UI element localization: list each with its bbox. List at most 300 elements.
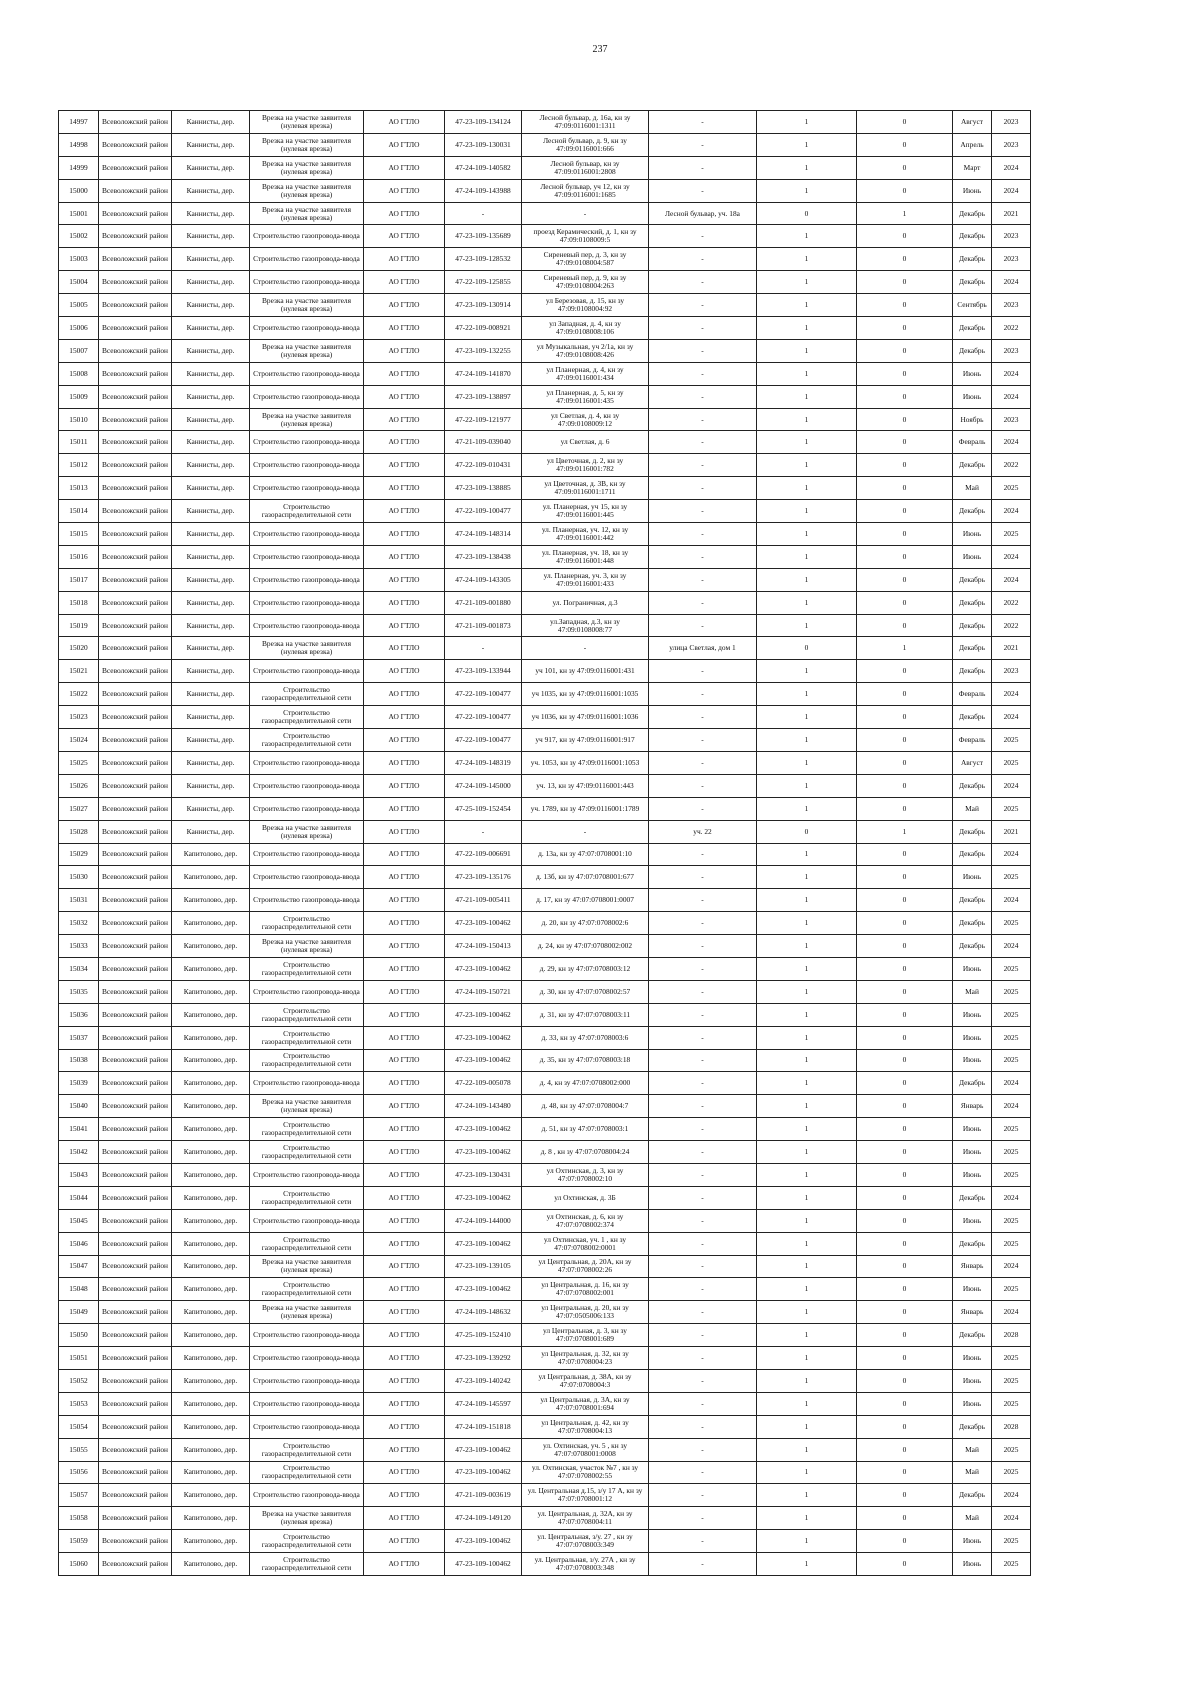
page-number: 237 (592, 44, 608, 55)
cell-address-without-contract: - (649, 1530, 757, 1553)
cell-contract-number: 47-23-109-139292 (445, 1347, 522, 1370)
table-row (59, 1438, 1107, 1461)
cell-month: Декабрь (953, 317, 992, 340)
cell-settlement: Капитолово, дер. (172, 980, 250, 1003)
cell-organization: АО ГТЛО (364, 1049, 445, 1072)
cell-settlement: Каннисты, дер. (172, 614, 250, 637)
cell-address-without-contract: - (649, 1072, 757, 1095)
cell-month: Декабрь (953, 1232, 992, 1255)
cell-cadastral-address: д. 31, кн зу 47:07:0708003:11 (522, 1003, 649, 1026)
cell-row-number: 14999 (59, 156, 99, 179)
cell-month: Июнь (953, 545, 992, 568)
cell-row-number: 15034 (59, 957, 99, 980)
cell-address-without-contract: - (649, 591, 757, 614)
cell-contract-number: 47-23-109-135689 (445, 225, 522, 248)
cell-organization: АО ГТЛО (364, 1232, 445, 1255)
cell-address-without-contract: улица Светлая, дом 1 (649, 637, 757, 660)
cell-year: 2024 (992, 1301, 1031, 1324)
cell-cadastral-address: Лесной бульвар, д. 9, кн зу 47:09:0116001:666 (522, 133, 649, 156)
cell-contract-number: 47-24-109-148632 (445, 1301, 522, 1324)
cell-organization: АО ГТЛО (364, 660, 445, 683)
cell-count-uncontracted: 0 (857, 1369, 953, 1392)
cell-count-uncontracted: 0 (857, 797, 953, 820)
cell-organization: АО ГТЛО (364, 1347, 445, 1370)
cell-address-without-contract: - (649, 1255, 757, 1278)
table-row (59, 1255, 1107, 1278)
cell-address-without-contract: - (649, 523, 757, 546)
table-row (59, 1186, 1107, 1209)
cell-organization: АО ГТЛО (364, 179, 445, 202)
cell-contract-number: 47-24-109-148314 (445, 523, 522, 546)
cell-month: Декабрь (953, 843, 992, 866)
cell-row-number: 15022 (59, 683, 99, 706)
cell-cadastral-address: ул Центральная, д. 32, кн зу 47:07:0708004:23 (522, 1347, 649, 1370)
cell-district: Всеволожский район (99, 111, 172, 134)
cell-cadastral-address: уч. 1789, кн зу 47:09:0116001:1789 (522, 797, 649, 820)
cell-contract-number: 47-23-109-134124 (445, 111, 522, 134)
cell-work-type: Строительство газопровода-ввода (250, 1484, 364, 1507)
cell-cadastral-address: ул Охтинская, д. 6, кн зу 47:07:0708002:374 (522, 1209, 649, 1232)
cell-count-contracted: 1 (757, 1484, 857, 1507)
cell-district: Всеволожский район (99, 751, 172, 774)
cell-organization: АО ГТЛО (364, 591, 445, 614)
cell-cadastral-address: д. 13а, кн зу 47:07:0708001:10 (522, 843, 649, 866)
cell-year: 2025 (992, 1163, 1031, 1186)
cell-count-contracted: 1 (757, 729, 857, 752)
cell-settlement: Каннисты, дер. (172, 202, 250, 225)
cell-contract-number: 47-22-109-100477 (445, 706, 522, 729)
cell-organization: АО ГТЛО (364, 843, 445, 866)
cell-count-uncontracted: 0 (857, 957, 953, 980)
cell-row-number: 15056 (59, 1461, 99, 1484)
cell-cadastral-address: уч 1036, кн зу 47:09:0116001:1036 (522, 706, 649, 729)
cell-count-uncontracted: 0 (857, 889, 953, 912)
cell-organization: АО ГТЛО (364, 1141, 445, 1164)
cell-cadastral-address: ул Центральная, д. 20, кн зу 47:07:0505006:133 (522, 1301, 649, 1324)
cell-row-number: 15002 (59, 225, 99, 248)
cell-cadastral-address: ул Центральная, д. 42, кн зу 47:07:0708004:13 (522, 1415, 649, 1438)
cell-work-type: Строительство газопровода-ввода (250, 454, 364, 477)
cell-organization: АО ГТЛО (364, 1301, 445, 1324)
cell-month: Май (953, 1461, 992, 1484)
table-row (59, 729, 1107, 752)
cell-cadastral-address: ул Березовая, д. 15, кн зу 47:09:0108004:92 (522, 294, 649, 317)
cell-month: Июнь (953, 957, 992, 980)
cell-year: 2022 (992, 454, 1031, 477)
cell-count-uncontracted: 0 (857, 912, 953, 935)
cell-cadastral-address: д. 33, кн зу 47:07:0708003:6 (522, 1026, 649, 1049)
cell-district: Всеволожский район (99, 271, 172, 294)
table-row (59, 1530, 1107, 1553)
cell-row-number: 15015 (59, 523, 99, 546)
cell-count-uncontracted: 0 (857, 431, 953, 454)
cell-settlement: Капитолово, дер. (172, 1209, 250, 1232)
cell-count-uncontracted: 0 (857, 1072, 953, 1095)
table-row (59, 568, 1107, 591)
cell-month: Декабрь (953, 660, 992, 683)
cell-cadastral-address: д. 51, кн зу 47:07:0708003:1 (522, 1118, 649, 1141)
cell-year: 2025 (992, 1461, 1031, 1484)
cell-district: Всеволожский район (99, 706, 172, 729)
cell-work-type: Врезка на участке заявителя (нулевая врезка) (250, 202, 364, 225)
cell-year: 2021 (992, 637, 1031, 660)
cell-district: Всеволожский район (99, 248, 172, 271)
cell-work-type: Строительство газораспределительной сети (250, 1530, 364, 1553)
cell-settlement: Каннисты, дер. (172, 339, 250, 362)
cell-work-type: Строительство газораспределительной сети (250, 500, 364, 523)
cell-settlement: Капитолово, дер. (172, 1415, 250, 1438)
cell-contract-number: 47-24-109-145000 (445, 774, 522, 797)
cell-district: Всеволожский район (99, 637, 172, 660)
cell-settlement: Каннисты, дер. (172, 820, 250, 843)
cell-district: Всеволожский район (99, 774, 172, 797)
cell-year: 2025 (992, 1278, 1031, 1301)
cell-settlement: Капитолово, дер. (172, 957, 250, 980)
cell-district: Всеволожский район (99, 431, 172, 454)
cell-cadastral-address: Лесной бульвар, д. 16а, кн зу 47:09:0116001:1311 (522, 111, 649, 134)
cell-count-contracted: 1 (757, 1278, 857, 1301)
cell-district: Всеволожский район (99, 1438, 172, 1461)
cell-work-type: Строительство газораспределительной сети (250, 1026, 364, 1049)
cell-settlement: Капитолово, дер. (172, 1484, 250, 1507)
cell-district: Всеволожский район (99, 1324, 172, 1347)
cell-count-contracted: 1 (757, 935, 857, 958)
table-row (59, 912, 1107, 935)
cell-row-number: 15027 (59, 797, 99, 820)
cell-count-uncontracted: 0 (857, 133, 953, 156)
cell-cadastral-address: ул. Центральная, д. 32А, кн зу 47:07:0708004:11 (522, 1507, 649, 1530)
cell-settlement: Каннисты, дер. (172, 706, 250, 729)
cell-count-contracted: 1 (757, 1507, 857, 1530)
cell-organization: АО ГТЛО (364, 1369, 445, 1392)
cell-settlement: Каннисты, дер. (172, 683, 250, 706)
cell-month: Декабрь (953, 614, 992, 637)
cell-month: Декабрь (953, 935, 992, 958)
cell-work-type: Строительство газораспределительной сети (250, 683, 364, 706)
cell-organization: АО ГТЛО (364, 1163, 445, 1186)
cell-count-uncontracted: 0 (857, 935, 953, 958)
table-row (59, 660, 1107, 683)
cell-work-type: Строительство газопровода-ввода (250, 1415, 364, 1438)
cell-count-uncontracted: 0 (857, 1209, 953, 1232)
cell-settlement: Капитолово, дер. (172, 1530, 250, 1553)
cell-work-type: Строительство газопровода-ввода (250, 1392, 364, 1415)
cell-address-without-contract: - (649, 477, 757, 500)
cell-address-without-contract: - (649, 1484, 757, 1507)
table-row (59, 637, 1107, 660)
cell-address-without-contract: - (649, 706, 757, 729)
cell-count-uncontracted: 0 (857, 179, 953, 202)
cell-count-contracted: 1 (757, 1232, 857, 1255)
cell-organization: АО ГТЛО (364, 477, 445, 500)
cell-count-uncontracted: 0 (857, 1553, 953, 1576)
cell-work-type: Строительство газораспределительной сети (250, 1461, 364, 1484)
cell-work-type: Врезка на участке заявителя (нулевая врезка) (250, 1255, 364, 1278)
cell-cadastral-address: ул. Центральная, з/у. 27А , кн зу 47:07:0708003:348 (522, 1553, 649, 1576)
table-row (59, 1163, 1107, 1186)
cell-count-contracted: 1 (757, 248, 857, 271)
cell-count-contracted: 1 (757, 957, 857, 980)
cell-district: Всеволожский район (99, 1118, 172, 1141)
cell-work-type: Врезка на участке заявителя (нулевая врезка) (250, 1095, 364, 1118)
cell-district: Всеволожский район (99, 1141, 172, 1164)
cell-cadastral-address: уч 101, кн зу 47:09:0116001:431 (522, 660, 649, 683)
cell-month: Июнь (953, 866, 992, 889)
cell-work-type: Строительство газораспределительной сети (250, 729, 364, 752)
cell-year: 2024 (992, 706, 1031, 729)
table-row (59, 980, 1107, 1003)
cell-cadastral-address: - (522, 820, 649, 843)
cell-month: Июнь (953, 1141, 992, 1164)
cell-year: 2024 (992, 1484, 1031, 1507)
cell-settlement: Каннисты, дер. (172, 660, 250, 683)
cell-settlement: Каннисты, дер. (172, 111, 250, 134)
cell-year: 2024 (992, 889, 1031, 912)
cell-address-without-contract: - (649, 843, 757, 866)
cell-contract-number: - (445, 202, 522, 225)
cell-organization: АО ГТЛО (364, 706, 445, 729)
table-row (59, 202, 1107, 225)
cell-address-without-contract: - (649, 1278, 757, 1301)
cell-month: Декабрь (953, 500, 992, 523)
cell-cadastral-address: уч. 13, кн зу 47:09:0116001:443 (522, 774, 649, 797)
cell-organization: АО ГТЛО (364, 866, 445, 889)
cell-count-contracted: 1 (757, 1209, 857, 1232)
cell-cadastral-address: д. 35, кн зу 47:07:0708003:18 (522, 1049, 649, 1072)
cell-year: 2024 (992, 1072, 1031, 1095)
cell-settlement: Каннисты, дер. (172, 133, 250, 156)
cell-address-without-contract: - (649, 889, 757, 912)
cell-settlement: Капитолово, дер. (172, 1507, 250, 1530)
cell-count-contracted: 1 (757, 1049, 857, 1072)
cell-settlement: Каннисты, дер. (172, 568, 250, 591)
cell-year: 2024 (992, 385, 1031, 408)
cell-year: 2025 (992, 751, 1031, 774)
cell-month: Декабрь (953, 202, 992, 225)
cell-organization: АО ГТЛО (364, 431, 445, 454)
cell-settlement: Капитолово, дер. (172, 1141, 250, 1164)
cell-organization: АО ГТЛО (364, 362, 445, 385)
cell-settlement: Каннисты, дер. (172, 797, 250, 820)
cell-row-number: 15050 (59, 1324, 99, 1347)
table-row (59, 614, 1107, 637)
cell-address-without-contract: - (649, 1415, 757, 1438)
cell-month: Май (953, 797, 992, 820)
cell-month: Июнь (953, 1347, 992, 1370)
cell-contract-number: 47-24-109-143305 (445, 568, 522, 591)
cell-address-without-contract: - (649, 980, 757, 1003)
cell-count-contracted: 1 (757, 431, 857, 454)
cell-row-number: 15012 (59, 454, 99, 477)
cell-count-uncontracted: 0 (857, 1392, 953, 1415)
cell-year: 2022 (992, 614, 1031, 637)
cell-cadastral-address: д. 48, кн зу 47:07:0708004:7 (522, 1095, 649, 1118)
cell-address-without-contract: - (649, 797, 757, 820)
cell-contract-number: 47-23-109-100462 (445, 1530, 522, 1553)
cell-row-number: 14998 (59, 133, 99, 156)
cell-settlement: Каннисты, дер. (172, 591, 250, 614)
cell-address-without-contract: - (649, 1347, 757, 1370)
cell-row-number: 15025 (59, 751, 99, 774)
cell-count-contracted: 1 (757, 1438, 857, 1461)
cell-month: Июнь (953, 1118, 992, 1141)
cell-row-number: 15044 (59, 1186, 99, 1209)
cell-district: Всеволожский район (99, 729, 172, 752)
cell-cadastral-address: ул Светлая, д. 6 (522, 431, 649, 454)
cell-contract-number: 47-25-109-152410 (445, 1324, 522, 1347)
cell-count-uncontracted: 0 (857, 1232, 953, 1255)
cell-count-uncontracted: 0 (857, 774, 953, 797)
cell-year: 2025 (992, 980, 1031, 1003)
cell-month: Июнь (953, 362, 992, 385)
cell-count-uncontracted: 0 (857, 225, 953, 248)
cell-organization: АО ГТЛО (364, 1415, 445, 1438)
table-row (59, 1278, 1107, 1301)
table-row (59, 408, 1107, 431)
cell-row-number: 15057 (59, 1484, 99, 1507)
cell-settlement: Каннисты, дер. (172, 477, 250, 500)
table-row (59, 1118, 1107, 1141)
cell-cadastral-address: ул. Центральная д.15, з/у 17 А, кн зу 47:07:0708001:12 (522, 1484, 649, 1507)
cell-cadastral-address: уч 1035, кн зу 47:09:0116001:1035 (522, 683, 649, 706)
cell-work-type: Врезка на участке заявителя (нулевая врезка) (250, 408, 364, 431)
cell-cadastral-address: д. 29, кн зу 47:07:0708003:12 (522, 957, 649, 980)
cell-count-contracted: 0 (757, 637, 857, 660)
cell-count-uncontracted: 0 (857, 1507, 953, 1530)
cell-settlement: Каннисты, дер. (172, 774, 250, 797)
table-row (59, 1141, 1107, 1164)
cell-district: Всеволожский район (99, 156, 172, 179)
cell-row-number: 15041 (59, 1118, 99, 1141)
cell-settlement: Капитолово, дер. (172, 935, 250, 958)
cell-organization: АО ГТЛО (364, 683, 445, 706)
cell-contract-number: 47-23-109-100462 (445, 1026, 522, 1049)
cell-organization: АО ГТЛО (364, 820, 445, 843)
cell-row-number: 15006 (59, 317, 99, 340)
cell-district: Всеволожский район (99, 477, 172, 500)
cell-year: 2025 (992, 957, 1031, 980)
cell-cadastral-address: ул Цветочная, д. 2, кн зу 47:09:0116001:782 (522, 454, 649, 477)
table-row (59, 683, 1107, 706)
cell-count-contracted: 1 (757, 912, 857, 935)
cell-district: Всеволожский район (99, 1507, 172, 1530)
table-row (59, 774, 1107, 797)
cell-work-type: Строительство газопровода-ввода (250, 385, 364, 408)
cell-district: Всеволожский район (99, 1369, 172, 1392)
cell-organization: АО ГТЛО (364, 1507, 445, 1530)
cell-count-contracted: 1 (757, 500, 857, 523)
table-row (59, 317, 1107, 340)
cell-year: 2024 (992, 271, 1031, 294)
cell-settlement: Капитолово, дер. (172, 1186, 250, 1209)
cell-organization: АО ГТЛО (364, 248, 445, 271)
cell-month: Август (953, 751, 992, 774)
cell-row-number: 15019 (59, 614, 99, 637)
cell-address-without-contract: - (649, 1324, 757, 1347)
cell-organization: АО ГТЛО (364, 1530, 445, 1553)
cell-address-without-contract: - (649, 935, 757, 958)
cell-address-without-contract: - (649, 1003, 757, 1026)
cell-cadastral-address: д. 30, кн зу 47:07:0708002:57 (522, 980, 649, 1003)
cell-count-contracted: 1 (757, 1415, 857, 1438)
cell-count-uncontracted: 0 (857, 545, 953, 568)
cell-address-without-contract: - (649, 912, 757, 935)
cell-work-type: Врезка на участке заявителя (нулевая врезка) (250, 935, 364, 958)
cell-contract-number: 47-23-109-100462 (445, 1049, 522, 1072)
cell-month: Декабрь (953, 339, 992, 362)
cell-month: Декабрь (953, 248, 992, 271)
cell-count-contracted: 1 (757, 751, 857, 774)
cell-count-uncontracted: 0 (857, 408, 953, 431)
cell-year: 2025 (992, 1003, 1031, 1026)
cell-settlement: Каннисты, дер. (172, 454, 250, 477)
cell-cadastral-address: д. 8 , кн зу 47:07:0708004:24 (522, 1141, 649, 1164)
cell-cadastral-address: ул Светлая, д. 4, кн зу 47:09:0108009:12 (522, 408, 649, 431)
cell-contract-number: 47-23-109-130431 (445, 1163, 522, 1186)
cell-work-type: Врезка на участке заявителя (нулевая врезка) (250, 820, 364, 843)
cell-contract-number: 47-23-109-138897 (445, 385, 522, 408)
cell-cadastral-address: ул Центральная, д. 3А, кн зу 47:07:0708001:694 (522, 1392, 649, 1415)
table-row (59, 957, 1107, 980)
cell-address-without-contract: - (649, 545, 757, 568)
cell-contract-number: - (445, 820, 522, 843)
cell-count-contracted: 1 (757, 1095, 857, 1118)
cell-district: Всеволожский район (99, 1392, 172, 1415)
cell-organization: АО ГТЛО (364, 637, 445, 660)
cell-work-type: Строительство газопровода-ввода (250, 1347, 364, 1370)
cell-work-type: Строительство газораспределительной сети (250, 1049, 364, 1072)
cell-count-contracted: 1 (757, 179, 857, 202)
cell-contract-number: 47-24-109-143988 (445, 179, 522, 202)
cell-row-number: 15030 (59, 866, 99, 889)
cell-contract-number: 47-22-109-100477 (445, 729, 522, 752)
cell-district: Всеволожский район (99, 1003, 172, 1026)
table-row (59, 431, 1107, 454)
table-row (59, 1209, 1107, 1232)
table-row (59, 339, 1107, 362)
cell-settlement: Каннисты, дер. (172, 523, 250, 546)
cell-cadastral-address: д. 17, кн зу 47:07:0708001:0007 (522, 889, 649, 912)
cell-cadastral-address: - (522, 202, 649, 225)
cell-district: Всеволожский район (99, 866, 172, 889)
table-row (59, 500, 1107, 523)
cell-year: 2025 (992, 1392, 1031, 1415)
cell-year: 2024 (992, 935, 1031, 958)
cell-contract-number: 47-22-109-006691 (445, 843, 522, 866)
cell-contract-number: 47-23-109-130914 (445, 294, 522, 317)
cell-contract-number: 47-24-109-141870 (445, 362, 522, 385)
cell-work-type: Строительство газораспределительной сети (250, 1141, 364, 1164)
cell-count-contracted: 1 (757, 1186, 857, 1209)
cell-contract-number: 47-22-109-100477 (445, 500, 522, 523)
cell-settlement: Капитолово, дер. (172, 1278, 250, 1301)
cell-district: Всеволожский район (99, 1232, 172, 1255)
cell-district: Всеволожский район (99, 339, 172, 362)
cell-district: Всеволожский район (99, 660, 172, 683)
cell-cadastral-address: ул Планерная, д. 4, кн зу 47:09:0116001:434 (522, 362, 649, 385)
cell-organization: АО ГТЛО (364, 225, 445, 248)
table-row (59, 889, 1107, 912)
cell-year: 2023 (992, 294, 1031, 317)
cell-settlement: Каннисты, дер. (172, 431, 250, 454)
cell-address-without-contract: - (649, 1461, 757, 1484)
cell-organization: АО ГТЛО (364, 1095, 445, 1118)
cell-address-without-contract: - (649, 431, 757, 454)
cell-district: Всеволожский район (99, 1530, 172, 1553)
cell-count-uncontracted: 0 (857, 1163, 953, 1186)
cell-district: Всеволожский район (99, 980, 172, 1003)
cell-year: 2025 (992, 1118, 1031, 1141)
